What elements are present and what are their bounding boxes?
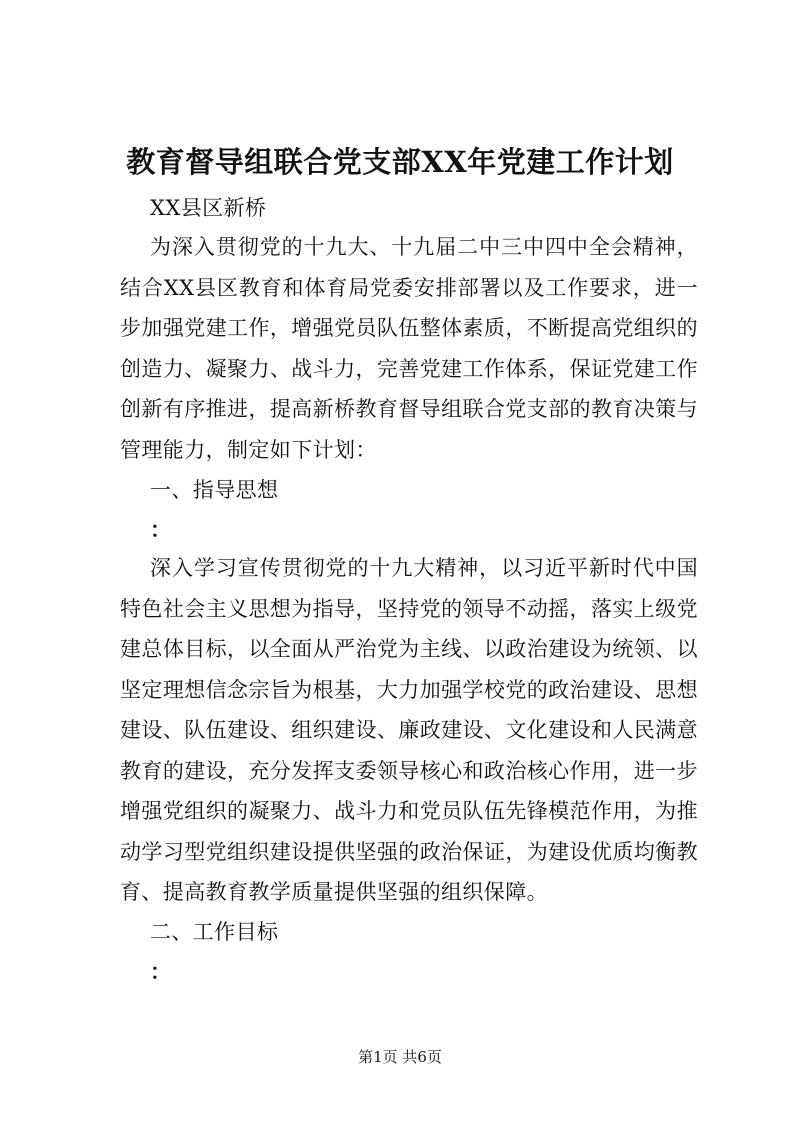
paragraph-guiding-ideology: 深入学习宣传贯彻党的十九大精神，以习近平新时代中国特色社会主义思想为指导，坚持党的领导不动摇，落实上级党建总体目标，以全面从严治党为主线、以政治建设为统领、以坚定理想信念宗旨为根基，大力加强学校党的政治建设、思想建设、队伍建设、组织建设、廉政建设、文化建设和人民满意教育的建设，充分发挥支委领导核心和政治核心作用，进一步增强党组织的凝聚力、战斗力和党员队伍先锋模范作用，为推动学习型党组织建设提供坚强的政治保证，为建设优质均衡教育、提高教育教学质量提供坚强的组织保障。 bbox=[120, 556, 698, 904]
section-colon-1: ： bbox=[150, 517, 172, 542]
paragraph-intro: 为深入贯彻党的十九大、十九届二中三中四中全会精神，结合XX县区教育和体育局党委安排部署以及工作要求，进一步加强党建工作，增强党员队伍整体素质，不断提高党组织的创造力、凝聚力、战斗力，完善党建工作体系，保证党建工作创新有序推进，提高新桥教育督导组联合党支部的教育决策与管理能力，制定如下计划： bbox=[120, 235, 698, 462]
section-colon-2: ： bbox=[150, 959, 172, 984]
section-heading-guiding-ideology: 一、指导思想 bbox=[150, 478, 279, 502]
document-title: 教育督导组联合党支部XX年党建工作计划 bbox=[126, 145, 674, 179]
section-heading-work-goals: 二、工作目标 bbox=[150, 920, 279, 944]
author-line: XX县区新桥 bbox=[150, 196, 267, 220]
page-footer: 第1页 共6页 bbox=[358, 1048, 442, 1066]
